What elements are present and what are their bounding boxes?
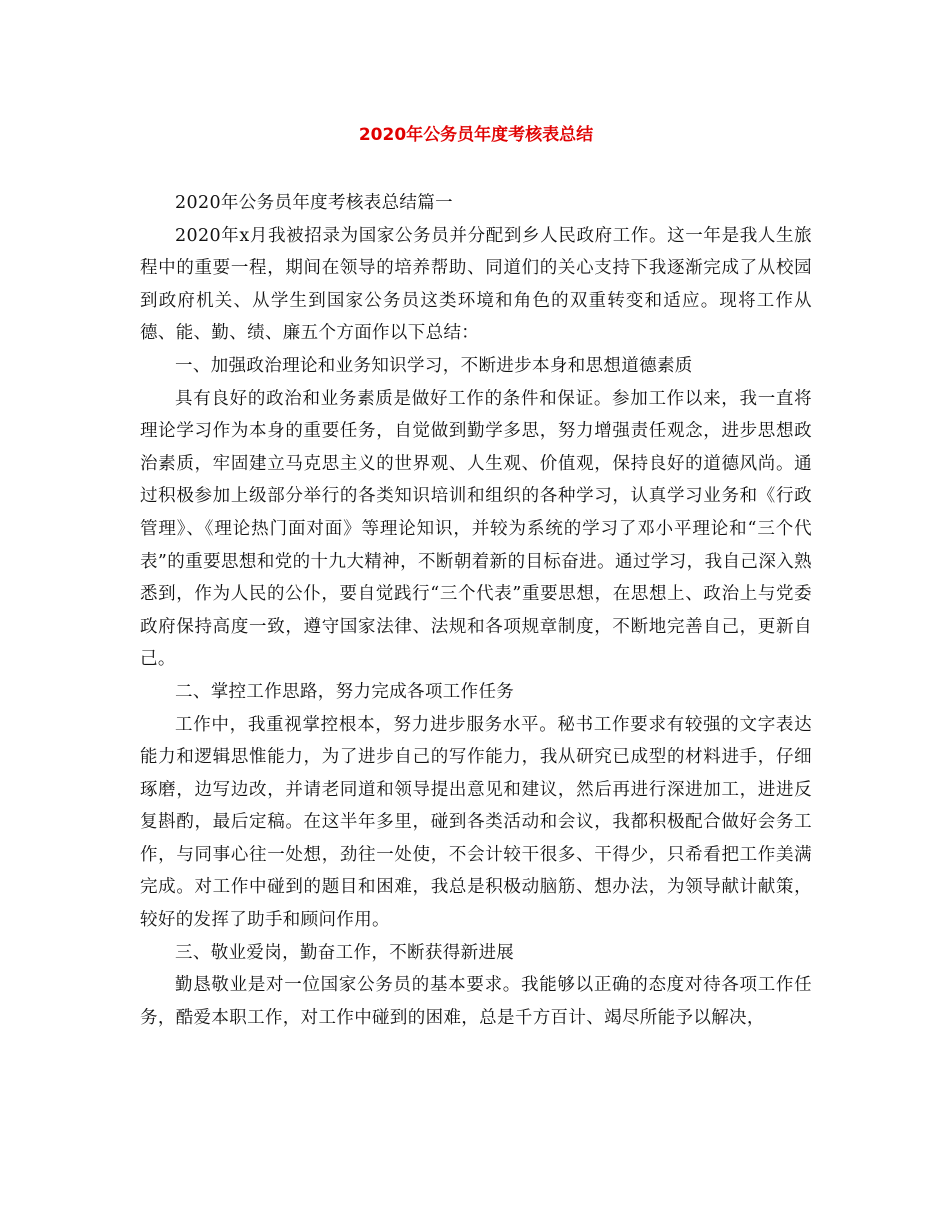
section-two-body: 工作中，我重视掌控根本，努力进步服务水平。秘书工作要求有较强的文字表达能力和逻辑思惟能力，为了进步自己的写作能力，我从研究已成型的材料进手，仔细琢磨，边写边改，并请老同道和领导提出意见和建议，然后再进行深进加工，进进反复斟酌，最后定稿。在这半年多里，碰到各类活动和会议，我都积极配合做好会务工作，与同事心往一处想，劲往一处使，不会计较干很多、干得少，只希看把工作美满完成。对工作中碰到的题目和困难，我总是积极动脑筋、想办法，为领导献计献策，较好的发挥了助手和顾问作用。: [140, 714, 812, 931]
document-page: [140, 118, 812, 1034]
section-heading-one: 一、加强政治理论和业务知识学习，不断进步本身和思想道德素质: [175, 355, 693, 376]
section-heading-three: 三、敬业爱岗，勤奋工作，不断获得新进展: [175, 942, 515, 963]
section-one-body: 具有良好的政治和业务素质是做好工作的条件和保证。参加工作以来，我一直将理论学习作为本身的重要任务，自觉做到勤学多思，努力增强责任观念，进步思想政治素质，牢固建立马克思主义的世界观、人生观、价值观，保持良好的道德风尚。通过积极参加上级部分举行的各类知识培训和组织的各种学习，认真学习业务和《行政管理》、《理论热门面对面》等理论知识，并较为系统的学习了邓小平理论和“三个代表”的重要思想和党的十九大精神，不断朝着新的目标奋进。通过学习，我自己深入熟悉到，作为人民的公仆，要自觉践行“三个代表”重要思想，在思想上、政治上与党委政府保持高度一致，遵守国家法律、法规和各项规章制度，不断地完善自己，更新自己。: [140, 388, 812, 670]
intro-paragraph: 2020年x月我被招录为国家公务员并分配到乡人民政府工作。这一年是我人生旅程中的重要一程，期间在领导的培养帮助、同道们的关心支持下我逐渐完成了从校园到政府机关、从学生到国家公务员这类环境和角色的双重转变和适应。现将工作从德、能、勤、绩、廉五个方面作以下总结：: [140, 225, 812, 344]
section-heading-part-one: 2020年公务员年度考核表总结篇一: [175, 193, 453, 213]
section-heading-two: 二、掌控工作思路，努力完成各项工作任务: [175, 681, 515, 702]
document-title: 2020年公务员年度考核表总结: [358, 125, 594, 145]
section-three-body: 勤恳敬业是对一位国家公务员的基本要求。我能够以正确的态度对待各项工作任务，酷爱本职工作，对工作中碰到的困难，总是千方百计、竭尽所能予以解决，: [140, 975, 812, 1028]
